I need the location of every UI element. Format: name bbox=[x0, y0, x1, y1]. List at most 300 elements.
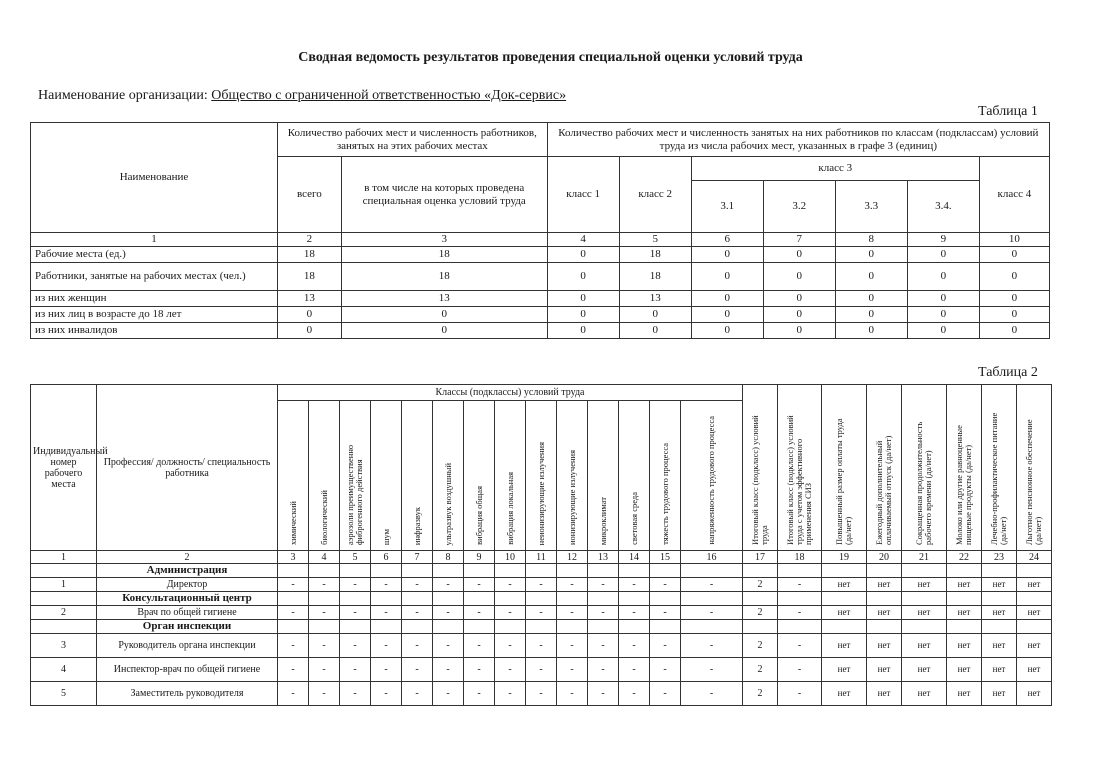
table-cell: 0 bbox=[907, 307, 979, 323]
workplace-number: 5 bbox=[31, 682, 97, 706]
table-cell: 18 bbox=[278, 247, 342, 263]
header-factor-text: шум bbox=[380, 528, 391, 545]
empty-cell bbox=[340, 564, 371, 578]
table2-caption: Таблица 2 bbox=[978, 365, 1038, 380]
empty-cell bbox=[947, 592, 982, 606]
header-final-class bbox=[743, 385, 778, 551]
empty-cell bbox=[526, 620, 557, 634]
header-factor bbox=[619, 401, 650, 551]
header-factor-text: вибрация локальная bbox=[504, 472, 515, 545]
empty-cell bbox=[433, 620, 464, 634]
table-row bbox=[31, 634, 1052, 658]
empty-cell bbox=[495, 592, 526, 606]
factor-class: - bbox=[681, 682, 743, 706]
empty-cell bbox=[1017, 564, 1052, 578]
factor-class: - bbox=[526, 658, 557, 682]
header-factor bbox=[495, 401, 526, 551]
guarantee-value: нет bbox=[982, 606, 1017, 620]
factor-class: - bbox=[340, 658, 371, 682]
empty-cell bbox=[902, 592, 947, 606]
column-number: 4 bbox=[309, 551, 340, 564]
header-conditions-classes: Классы (подклассы) условий труда bbox=[278, 385, 743, 401]
column-number: 4 bbox=[547, 233, 619, 247]
empty-cell bbox=[557, 564, 588, 578]
table-cell: 0 bbox=[691, 247, 763, 263]
table-cell: 0 bbox=[619, 323, 691, 339]
section-spacer bbox=[31, 564, 97, 578]
factor-class: - bbox=[557, 634, 588, 658]
factor-class: - bbox=[681, 658, 743, 682]
table-cell: 0 bbox=[763, 323, 835, 339]
empty-cell bbox=[495, 564, 526, 578]
organization-label: Наименование организации: bbox=[38, 88, 208, 103]
empty-cell bbox=[309, 620, 340, 634]
factor-class: - bbox=[588, 682, 619, 706]
table-cell: 18 bbox=[619, 263, 691, 291]
guarantee-value: нет bbox=[867, 606, 902, 620]
column-number: 8 bbox=[835, 233, 907, 247]
header-factor-text: световая среда bbox=[628, 492, 639, 545]
factor-class: - bbox=[619, 634, 650, 658]
guarantee-value: нет bbox=[822, 606, 867, 620]
empty-cell bbox=[464, 564, 495, 578]
final-class: 2 bbox=[743, 606, 778, 620]
empty-cell bbox=[947, 620, 982, 634]
factor-class: - bbox=[526, 634, 557, 658]
table-cell: 0 bbox=[619, 307, 691, 323]
empty-cell bbox=[681, 564, 743, 578]
header-factor-text: вибрация общая bbox=[473, 486, 484, 545]
empty-cell bbox=[743, 620, 778, 634]
factor-class: - bbox=[433, 578, 464, 592]
factor-class: - bbox=[371, 578, 402, 592]
header-factor-text: микроклимат bbox=[597, 496, 608, 545]
factor-class: - bbox=[464, 658, 495, 682]
factor-class: - bbox=[309, 682, 340, 706]
empty-cell bbox=[526, 564, 557, 578]
table-cell: 0 bbox=[547, 291, 619, 307]
column-number: 13 bbox=[588, 551, 619, 564]
header-total: всего bbox=[278, 157, 342, 233]
header-class1: класс 1 bbox=[547, 157, 619, 233]
header-factor bbox=[526, 401, 557, 551]
guarantee-value: нет bbox=[902, 606, 947, 620]
empty-cell bbox=[433, 564, 464, 578]
column-number: 3 bbox=[341, 233, 547, 247]
empty-cell bbox=[650, 564, 681, 578]
header-name: Наименование bbox=[31, 123, 278, 233]
table-cell: 0 bbox=[835, 307, 907, 323]
header-workplace-number: Индивидуальный номер рабочего места bbox=[31, 385, 97, 551]
header-factor-text: инфразвук bbox=[411, 506, 422, 545]
factor-class: - bbox=[650, 658, 681, 682]
factor-class: - bbox=[588, 606, 619, 620]
table-row bbox=[31, 263, 1050, 291]
table-row bbox=[31, 578, 1052, 592]
header-class4: класс 4 bbox=[979, 157, 1049, 233]
empty-cell bbox=[588, 564, 619, 578]
empty-cell bbox=[309, 564, 340, 578]
empty-cell bbox=[371, 592, 402, 606]
header-factor-text: тяжесть трудового процесса bbox=[659, 443, 670, 545]
table-cell: 0 bbox=[763, 291, 835, 307]
empty-cell bbox=[650, 592, 681, 606]
empty-cell bbox=[557, 620, 588, 634]
factor-class: - bbox=[309, 634, 340, 658]
header-pension bbox=[1017, 385, 1052, 551]
factor-class: - bbox=[619, 606, 650, 620]
section-title: Администрация bbox=[97, 564, 278, 578]
factor-class: - bbox=[309, 606, 340, 620]
header-profession: Профессия/ должность/ специальность работника bbox=[97, 385, 278, 551]
empty-cell bbox=[681, 592, 743, 606]
factor-class: - bbox=[495, 606, 526, 620]
workplace-number: 1 bbox=[31, 578, 97, 592]
header-workplaces-group: Количество рабочих мест и численность работников, занятых на этих рабочих местах bbox=[278, 123, 548, 157]
factor-class: - bbox=[433, 682, 464, 706]
column-number: 23 bbox=[982, 551, 1017, 564]
header-leave bbox=[867, 385, 902, 551]
empty-cell bbox=[464, 592, 495, 606]
factor-class: - bbox=[495, 578, 526, 592]
empty-cell bbox=[526, 592, 557, 606]
empty-cell bbox=[433, 592, 464, 606]
header-c34: 3.4. bbox=[907, 181, 979, 233]
empty-cell bbox=[464, 620, 495, 634]
table2-column-numbers bbox=[31, 551, 1052, 564]
header-factor bbox=[681, 401, 743, 551]
factor-class: - bbox=[278, 578, 309, 592]
factor-class: - bbox=[402, 606, 433, 620]
profession-name: Руководитель органа инспекции bbox=[97, 634, 278, 658]
header-final-class-siz bbox=[778, 385, 822, 551]
factor-class: - bbox=[371, 606, 402, 620]
final-class-siz: - bbox=[778, 578, 822, 592]
section-row bbox=[31, 592, 1052, 606]
guarantee-value: нет bbox=[902, 634, 947, 658]
final-class-siz: - bbox=[778, 634, 822, 658]
section-title: Орган инспекции bbox=[97, 620, 278, 634]
guarantee-value: нет bbox=[867, 578, 902, 592]
empty-cell bbox=[867, 564, 902, 578]
table-cell: 0 bbox=[691, 291, 763, 307]
workplace-number: 4 bbox=[31, 658, 97, 682]
header-leave-text: Ежегодный дополнительный оплачиваемый отпуск (да/нет) bbox=[874, 435, 893, 545]
factor-class: - bbox=[495, 634, 526, 658]
table-cell: 0 bbox=[691, 263, 763, 291]
guarantee-value: нет bbox=[982, 634, 1017, 658]
column-number: 14 bbox=[619, 551, 650, 564]
column-number: 6 bbox=[371, 551, 402, 564]
factor-class: - bbox=[588, 634, 619, 658]
empty-cell bbox=[778, 592, 822, 606]
table-row bbox=[31, 606, 1052, 620]
header-factor-text: биологический bbox=[318, 490, 329, 545]
table-cell: 18 bbox=[341, 263, 547, 291]
header-pension-text: Льготное пенсионное обеспечение (да/нет) bbox=[1024, 419, 1043, 545]
header-factor bbox=[371, 401, 402, 551]
table-cell: 0 bbox=[835, 247, 907, 263]
table-cell: 0 bbox=[979, 323, 1049, 339]
table-cell: 13 bbox=[619, 291, 691, 307]
column-number: 22 bbox=[947, 551, 982, 564]
column-number: 16 bbox=[681, 551, 743, 564]
factor-class: - bbox=[495, 682, 526, 706]
empty-cell bbox=[402, 620, 433, 634]
header-class3: класс 3 bbox=[691, 157, 979, 181]
guarantee-value: нет bbox=[982, 658, 1017, 682]
column-number: 8 bbox=[433, 551, 464, 564]
header-factor bbox=[278, 401, 309, 551]
factor-class: - bbox=[495, 658, 526, 682]
header-c31: 3.1 bbox=[691, 181, 763, 233]
column-number: 11 bbox=[526, 551, 557, 564]
column-number: 1 bbox=[31, 233, 278, 247]
header-factor bbox=[650, 401, 681, 551]
table1-column-numbers bbox=[31, 233, 1050, 247]
header-classes-group: Количество рабочих мест и численность занятых на них работников по классам (подклассам) условий труда из числа рабочих мест, указанных в графе 3 (единиц) bbox=[547, 123, 1049, 157]
header-final-class-text: Итоговый класс (подкласс) условий труда bbox=[750, 415, 769, 545]
empty-cell bbox=[588, 592, 619, 606]
guarantee-value: нет bbox=[947, 578, 982, 592]
empty-cell bbox=[822, 620, 867, 634]
factor-class: - bbox=[650, 606, 681, 620]
profession-name: Директор bbox=[97, 578, 278, 592]
factor-class: - bbox=[340, 682, 371, 706]
factor-class: - bbox=[650, 578, 681, 592]
factor-class: - bbox=[278, 658, 309, 682]
guarantee-value: нет bbox=[867, 682, 902, 706]
header-nutrition bbox=[982, 385, 1017, 551]
empty-cell bbox=[778, 564, 822, 578]
column-number: 7 bbox=[402, 551, 433, 564]
empty-cell bbox=[619, 592, 650, 606]
factor-class: - bbox=[464, 634, 495, 658]
factor-class: - bbox=[402, 658, 433, 682]
header-factor bbox=[464, 401, 495, 551]
column-number: 2 bbox=[278, 233, 342, 247]
table-cell: 13 bbox=[341, 291, 547, 307]
table-cell: 0 bbox=[691, 323, 763, 339]
table-cell: 0 bbox=[835, 323, 907, 339]
column-number: 20 bbox=[867, 551, 902, 564]
factor-class: - bbox=[371, 658, 402, 682]
factor-class: - bbox=[588, 578, 619, 592]
header-factor-text: ионизирующие излучения bbox=[566, 450, 577, 545]
header-hours bbox=[902, 385, 947, 551]
organization-line bbox=[38, 88, 566, 104]
factor-class: - bbox=[402, 634, 433, 658]
guarantee-value: нет bbox=[947, 634, 982, 658]
factor-class: - bbox=[278, 634, 309, 658]
document-title: Сводная ведомость результатов проведения специальной оценки условий труда bbox=[298, 50, 803, 65]
factor-class: - bbox=[433, 634, 464, 658]
empty-cell bbox=[402, 564, 433, 578]
header-factor-text: неионизирующие излучения bbox=[535, 441, 546, 545]
table-row bbox=[31, 323, 1050, 339]
factor-class: - bbox=[650, 682, 681, 706]
header-factor bbox=[588, 401, 619, 551]
empty-cell bbox=[402, 592, 433, 606]
final-class-siz: - bbox=[778, 682, 822, 706]
summary-table bbox=[30, 122, 1050, 339]
table-cell: 0 bbox=[341, 323, 547, 339]
factor-class: - bbox=[557, 658, 588, 682]
header-factor bbox=[557, 401, 588, 551]
factor-class: - bbox=[681, 606, 743, 620]
table-row bbox=[31, 682, 1052, 706]
header-factor-text: химический bbox=[287, 501, 298, 545]
column-number: 24 bbox=[1017, 551, 1052, 564]
header-pay-text: Повышенный размер оплаты труда (да/нет) bbox=[834, 418, 853, 545]
header-nutrition-text: Лечебно-профилактическое питание (да/нет) bbox=[989, 412, 1008, 545]
empty-cell bbox=[340, 592, 371, 606]
header-pay bbox=[822, 385, 867, 551]
profession-name: Инспектор-врач по общей гигиене bbox=[97, 658, 278, 682]
final-class: 2 bbox=[743, 634, 778, 658]
guarantee-value: нет bbox=[947, 658, 982, 682]
table-cell: 0 bbox=[547, 263, 619, 291]
guarantee-value: нет bbox=[902, 578, 947, 592]
header-assessed: в том числе на которых проведена специальная оценка условий труда bbox=[341, 157, 547, 233]
column-number: 7 bbox=[763, 233, 835, 247]
empty-cell bbox=[778, 620, 822, 634]
guarantee-value: нет bbox=[867, 658, 902, 682]
factor-class: - bbox=[464, 606, 495, 620]
guarantee-value: нет bbox=[902, 658, 947, 682]
factor-class: - bbox=[588, 658, 619, 682]
table-cell: 0 bbox=[979, 291, 1049, 307]
factor-class: - bbox=[309, 658, 340, 682]
guarantee-value: нет bbox=[1017, 658, 1052, 682]
table-row bbox=[31, 247, 1050, 263]
header-factor bbox=[433, 401, 464, 551]
table-cell: 0 bbox=[979, 307, 1049, 323]
header-c33: 3.3 bbox=[835, 181, 907, 233]
empty-cell bbox=[588, 620, 619, 634]
factor-class: - bbox=[402, 682, 433, 706]
guarantee-value: нет bbox=[867, 634, 902, 658]
factor-class: - bbox=[433, 606, 464, 620]
table-cell: 13 bbox=[278, 291, 342, 307]
empty-cell bbox=[619, 620, 650, 634]
factor-class: - bbox=[278, 682, 309, 706]
table-cell: 0 bbox=[547, 323, 619, 339]
factor-class: - bbox=[464, 682, 495, 706]
column-number: 17 bbox=[743, 551, 778, 564]
table-cell: 18 bbox=[278, 263, 342, 291]
guarantee-value: нет bbox=[822, 634, 867, 658]
empty-cell bbox=[557, 592, 588, 606]
workplaces-table bbox=[30, 384, 1052, 706]
section-title: Консультационный центр bbox=[97, 592, 278, 606]
profession-name: Врач по общей гигиене bbox=[97, 606, 278, 620]
guarantee-value: нет bbox=[822, 578, 867, 592]
table-cell: 0 bbox=[278, 307, 342, 323]
factor-class: - bbox=[278, 606, 309, 620]
guarantee-value: нет bbox=[947, 606, 982, 620]
table-cell: 0 bbox=[763, 263, 835, 291]
empty-cell bbox=[982, 620, 1017, 634]
header-factor-text: напряженность трудового процесса bbox=[706, 416, 717, 545]
empty-cell bbox=[1017, 592, 1052, 606]
guarantee-value: нет bbox=[982, 682, 1017, 706]
header-milk bbox=[947, 385, 982, 551]
factor-class: - bbox=[464, 578, 495, 592]
table-cell: 0 bbox=[763, 307, 835, 323]
factor-class: - bbox=[526, 578, 557, 592]
column-number: 21 bbox=[902, 551, 947, 564]
empty-cell bbox=[309, 592, 340, 606]
table-cell: 18 bbox=[619, 247, 691, 263]
table-row bbox=[31, 291, 1050, 307]
table-cell: 0 bbox=[278, 323, 342, 339]
table-cell: 0 bbox=[907, 323, 979, 339]
factor-class: - bbox=[681, 634, 743, 658]
empty-cell bbox=[650, 620, 681, 634]
table-cell: 0 bbox=[763, 247, 835, 263]
empty-cell bbox=[902, 564, 947, 578]
final-class: 2 bbox=[743, 658, 778, 682]
final-class-siz: - bbox=[778, 606, 822, 620]
workplace-number: 3 bbox=[31, 634, 97, 658]
row-label: Рабочие места (ед.) bbox=[31, 247, 278, 263]
column-number: 10 bbox=[979, 233, 1049, 247]
factor-class: - bbox=[681, 578, 743, 592]
table-cell: 18 bbox=[341, 247, 547, 263]
section-spacer bbox=[31, 592, 97, 606]
factor-class: - bbox=[340, 634, 371, 658]
empty-cell bbox=[495, 620, 526, 634]
row-label: из них женщин bbox=[31, 291, 278, 307]
guarantee-value: нет bbox=[822, 658, 867, 682]
empty-cell bbox=[619, 564, 650, 578]
empty-cell bbox=[371, 620, 402, 634]
empty-cell bbox=[867, 620, 902, 634]
final-class: 2 bbox=[743, 682, 778, 706]
guarantee-value: нет bbox=[1017, 606, 1052, 620]
factor-class: - bbox=[526, 606, 557, 620]
table-cell: 0 bbox=[907, 291, 979, 307]
factor-class: - bbox=[650, 634, 681, 658]
empty-cell bbox=[982, 564, 1017, 578]
factor-class: - bbox=[371, 682, 402, 706]
column-number: 19 bbox=[822, 551, 867, 564]
empty-cell bbox=[822, 564, 867, 578]
column-number: 2 bbox=[97, 551, 278, 564]
factor-class: - bbox=[309, 578, 340, 592]
header-milk-text: Молоко или другие равноценные пищевые продукты (да/нет) bbox=[954, 425, 973, 545]
column-number: 5 bbox=[340, 551, 371, 564]
empty-cell bbox=[743, 592, 778, 606]
factor-class: - bbox=[619, 578, 650, 592]
guarantee-value: нет bbox=[947, 682, 982, 706]
header-factor-text: ультразвук воздушный bbox=[442, 462, 453, 545]
column-number: 15 bbox=[650, 551, 681, 564]
header-c32: 3.2 bbox=[763, 181, 835, 233]
table-row bbox=[31, 307, 1050, 323]
empty-cell bbox=[822, 592, 867, 606]
organization-name: Общество с ограниченной ответственностью «Док-сервис» bbox=[211, 88, 567, 103]
table-cell: 0 bbox=[907, 247, 979, 263]
section-row bbox=[31, 620, 1052, 634]
section-row bbox=[31, 564, 1052, 578]
table-cell: 0 bbox=[907, 263, 979, 291]
header-factor bbox=[309, 401, 340, 551]
final-class-siz: - bbox=[778, 658, 822, 682]
row-label: из них лиц в возрасте до 18 лет bbox=[31, 307, 278, 323]
column-number: 5 bbox=[619, 233, 691, 247]
